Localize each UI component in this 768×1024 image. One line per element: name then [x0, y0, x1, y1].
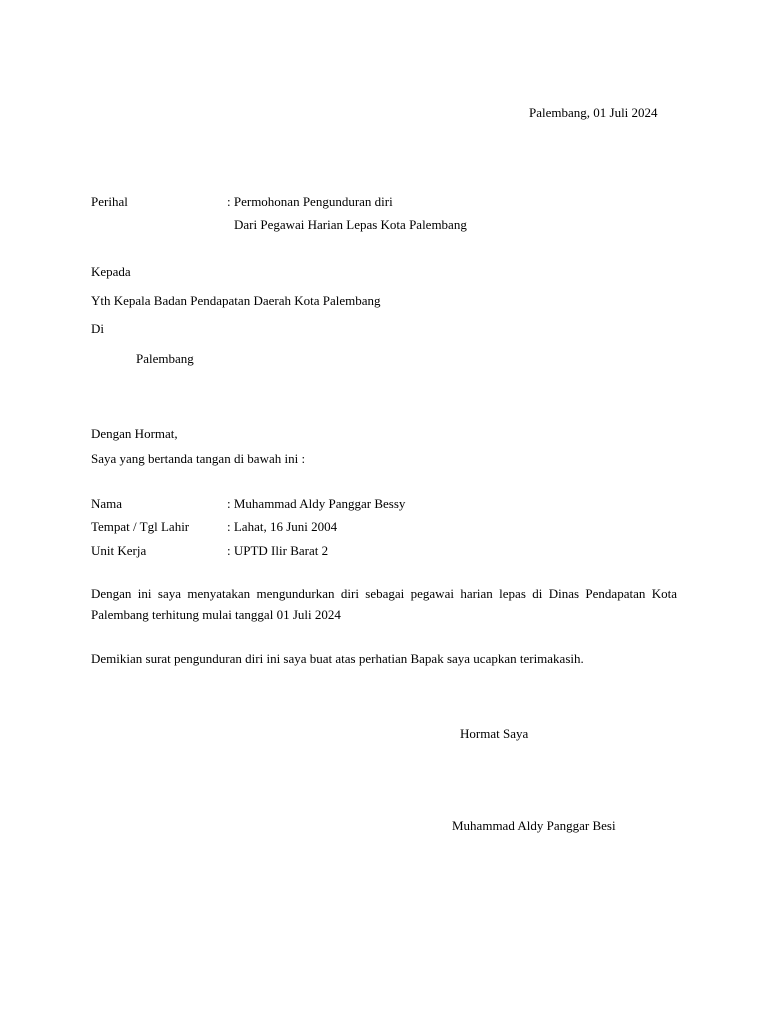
identity-label-ttl: Tempat / Tgl Lahir: [91, 519, 190, 534]
signoff: Hormat Saya: [460, 726, 529, 741]
identity-value-nama: : Muhammad Aldy Panggar Bessy: [227, 496, 406, 511]
greeting: Dengan Hormat,: [91, 426, 178, 441]
identity-value-ttl: : Lahat, 16 Juni 2004: [227, 519, 338, 534]
intro-line: Saya yang bertanda tangan di bawah ini :: [91, 451, 306, 466]
recipient-di: Di: [91, 321, 104, 336]
closing-paragraph: Demikian surat pengunduran diri ini saya buat atas perhatian Bapak saya ucapkan terimakasih.: [91, 651, 584, 666]
subject-line-2: Dari Pegawai Harian Lepas Kota Palembang: [234, 217, 467, 232]
place-date: Palembang, 01 Juli 2024: [529, 105, 658, 120]
identity-value-unit: : UPTD Ilir Barat 2: [227, 543, 329, 558]
statement-paragraph: Dengan ini saya menyatakan mengundurkan diri sebagai pegawai harian lepas di Dinas Pendapatan Kota Palembang terhitung mulai tanggal 01 Juli 2024: [91, 586, 677, 622]
identity-label-nama: Nama: [91, 496, 123, 511]
identity-label-unit: Unit Kerja: [91, 543, 147, 558]
recipient-kepada: Kepada: [91, 264, 131, 279]
recipient-title: Yth Kepala Badan Pendapatan Daerah Kota Palembang: [91, 293, 381, 308]
subject-line-1: : Permohonan Pengunduran diri: [227, 194, 393, 209]
subject-label: Perihal: [91, 194, 128, 209]
recipient-city: Palembang: [136, 351, 194, 366]
signatory-name: Muhammad Aldy Panggar Besi: [452, 818, 616, 833]
